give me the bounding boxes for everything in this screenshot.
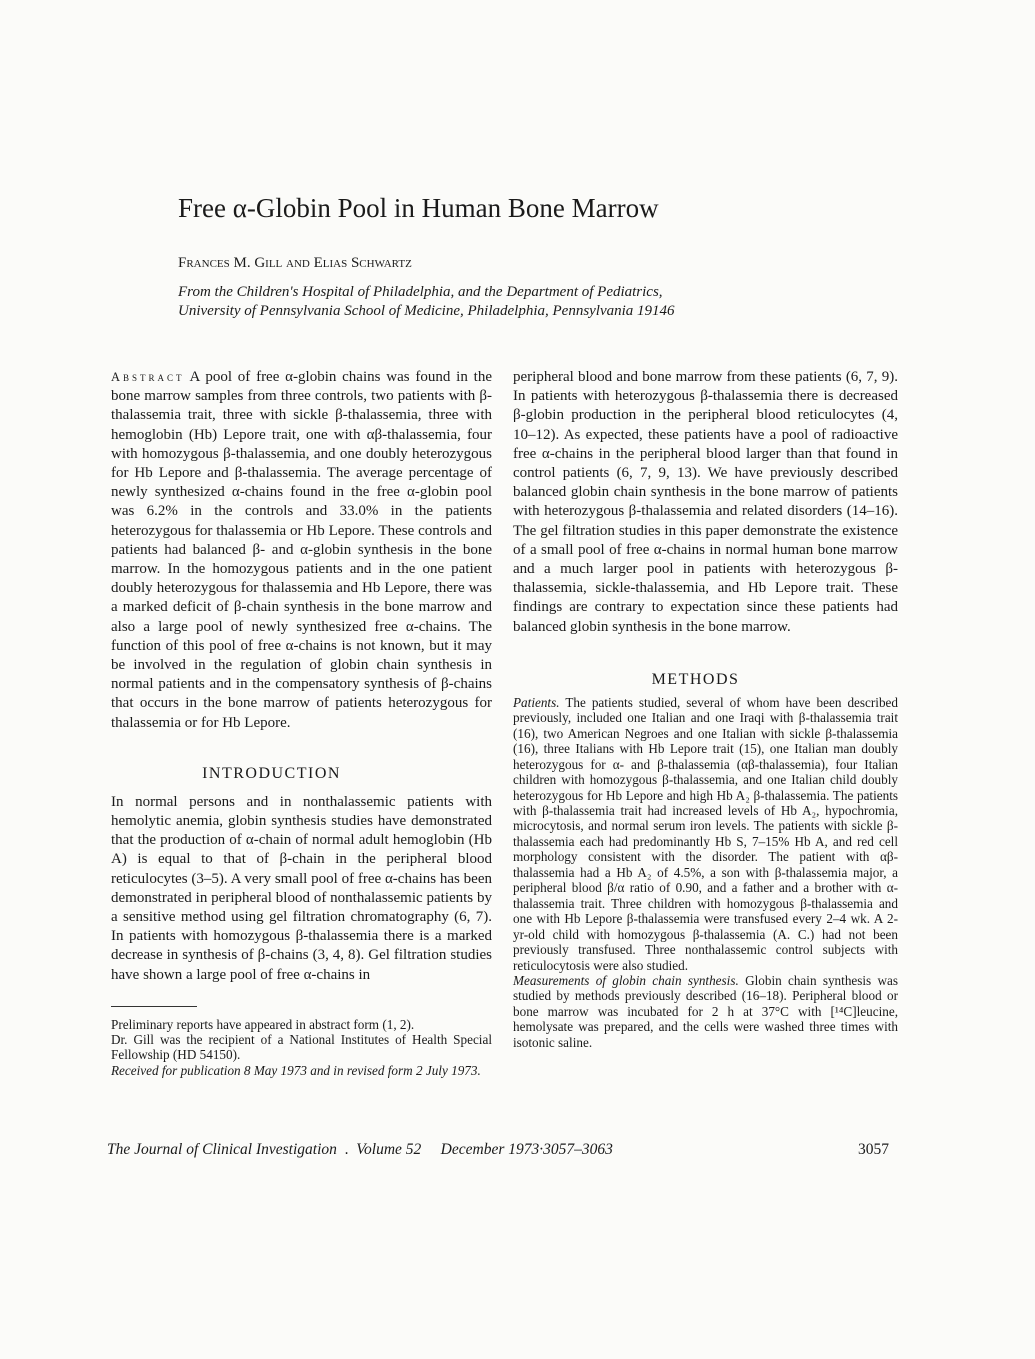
methods-patients [513,695,898,973]
measurements-text: Globin chain synthesis was studied by methods previously described (16–18). Peripheral blood or bone marrow was incubated for 2 h at 37°C with [¹⁴C]leucine, hemolysate was prepared, and the cells were washed three times with isotonic saline. [513,973,898,1050]
footnote-fellowship: Dr. Gill was the recipient of a National Institutes of Health Special Fellowship (HD 54150). [111,1032,492,1063]
journal-volume: Volume 52 [356,1141,422,1158]
patients-label: Patients. [513,694,560,710]
methods-measurements [513,973,898,1050]
article-title: Free α-Globin Pool in Human Bone Marrow [178,193,659,223]
right-column [513,368,898,1050]
affiliation-line-1: From the Children's Hospital of Philadelphia, and the Department of Pediatrics, [178,284,663,300]
journal-name: The Journal of Clinical Investigation [107,1141,337,1158]
measurements-label: Measurements of globin chain synthesis. [513,973,739,988]
abstract-label: Abstract [111,370,185,384]
author-line: Frances M. Gill and Elias Schwartz [178,255,412,271]
journal-date-pages: December 1973·3057–3063 [440,1141,613,1158]
introduction-text-left: In normal persons and in nonthalassemic patients with hemolytic anemia, globin synthesis studies have demonstrated that the production of α-chain of normal adult hemoglobin (Hb A) is equal to that of β-chain in the peripheral blood reticulocytes (3–5). A very small pool of free α-chains has been demonstrated in peripheral blood of nonthalassemic patients by a sensitive method using gel filtration chromatography (6, 7). In patients with homozygous β-thalassemia there is a marked decrease in synthesis of β-chains (3, 4, 8). Gel filtration studies have shown a large pool of free α-chains in [111,793,492,983]
patients-text: The patients studied, several of whom have been described previously, included one Italian and one Iraqi with β-thalassemia trait (16), two American Negroes and one Italian with sickle β-thalassemia (16), three Italians with Hb Lepore trait (15), one Italian man doubly heterozygous for α- and β-thalassemia (αβ-thalassemia), four Italian children with homozygous β-thalassemia, and one Italian child doubly heterozygous for Hb Lepore and high Hb A₂ β-thalassemia. The patients with β-thalassemia trait had increased levels of Hb A₂, hypochromia, microcytosis, and normal serum iron levels. The patients with sickle β-thalassemia each had predominantly Hb S, 7–15% Hb A, and red cell morphology consistent with the disorder. The patient with αβ-thalassemia had a Hb A₂ of 4.5%, a son with β-thalassemia major, a peripheral blood β/α ratio of 0.90, and a father and a brother with α-thalassemia trait. Three children with homozygous β-thalassemia and one with Hb Lepore β-thalassemia were transfused every 2–4 wk. A 2-yr-old child with homozygous β-thalassemia (A. C.) had not been previously transfused. Three nonthalassemic control subjects with reticulocytosis were also studied. [513,694,898,973]
introduction-heading: INTRODUCTION [202,764,341,782]
methods-heading: METHODS [651,670,740,688]
left-column [111,368,492,1078]
footnote-rule [111,1006,197,1007]
footnotes [111,1017,492,1078]
page-number: 3057 [858,1141,889,1158]
affiliation [178,283,798,321]
introduction-text-right: peripheral blood and bone marrow from these patients (6, 7, 9). In patients with heterozygous β-thalassemia there is decreased β-globin production in the peripheral blood reticulocytes (4, 10–12). As expected, these patients have a pool of radioactive free α-chains in the peripheral blood larger than that found in control patients (6, 7, 9, 13). We have previously described balanced globin chain synthesis in the bone marrow of patients with heterozygous β-thalassemia and related disorders (14–16). The gel filtration studies in this paper demonstrate the existence of a small pool of free α-chains in normal human bone marrow and a much larger pool in patients with heterozygous β-thalassemia, sickle-thalassemia, and Hb Lepore trait. These findings are contrary to expectation since these patients had balanced globin synthesis in the bone marrow. [513,369,898,635]
footnote-preliminary: Preliminary reports have appeared in abstract form (1, 2). [111,1016,415,1032]
affiliation-line-2: University of Pennsylvania School of Medicine, Philadelphia, Pennsylvania 19146 [178,303,675,319]
journal-citation: The Journal of Clinical Investigation . Volume 52 December 1973·3057–3063 [107,1141,613,1158]
abstract-text: A pool of free α-globin chains was found in the bone marrow samples from three controls, two patients with β-thalassemia trait, three with sickle β-thalassemia, three with hemoglobin (Hb) Lepore trait, one with αβ-thalassemia, four with homozygous β-thalassemia, and one doubly heterozygous for Hb Lepore and β-thalassemia. The average percentage of newly synthesized α-chains found in the free α-globin pool was 6.2% in the controls and 33.0% in the patients heterozygous for thalassemia or Hb Lepore. These controls and patients had balanced β- and α-globin synthesis in the bone marrow. In the homozygous patients and in the one patient doubly heterozygous for thalassemia and Hb Lepore, there was a marked deficit of β-chain synthesis in the bone marrow and also a large pool of newly synthesized free α-chains. The function of this pool of free α-chains is not known, but it may be involved in the regulation of globin chain synthesis in normal patients and in the compensatory synthesis of β-chains that occurs in the bone marrow of patients heterozygous for thalassemia or for Hb Lepore. [111,369,492,731]
footnote-received: Received for publication 8 May 1973 and in revised form 2 July 1973. [111,1062,481,1078]
abstract [111,368,492,733]
